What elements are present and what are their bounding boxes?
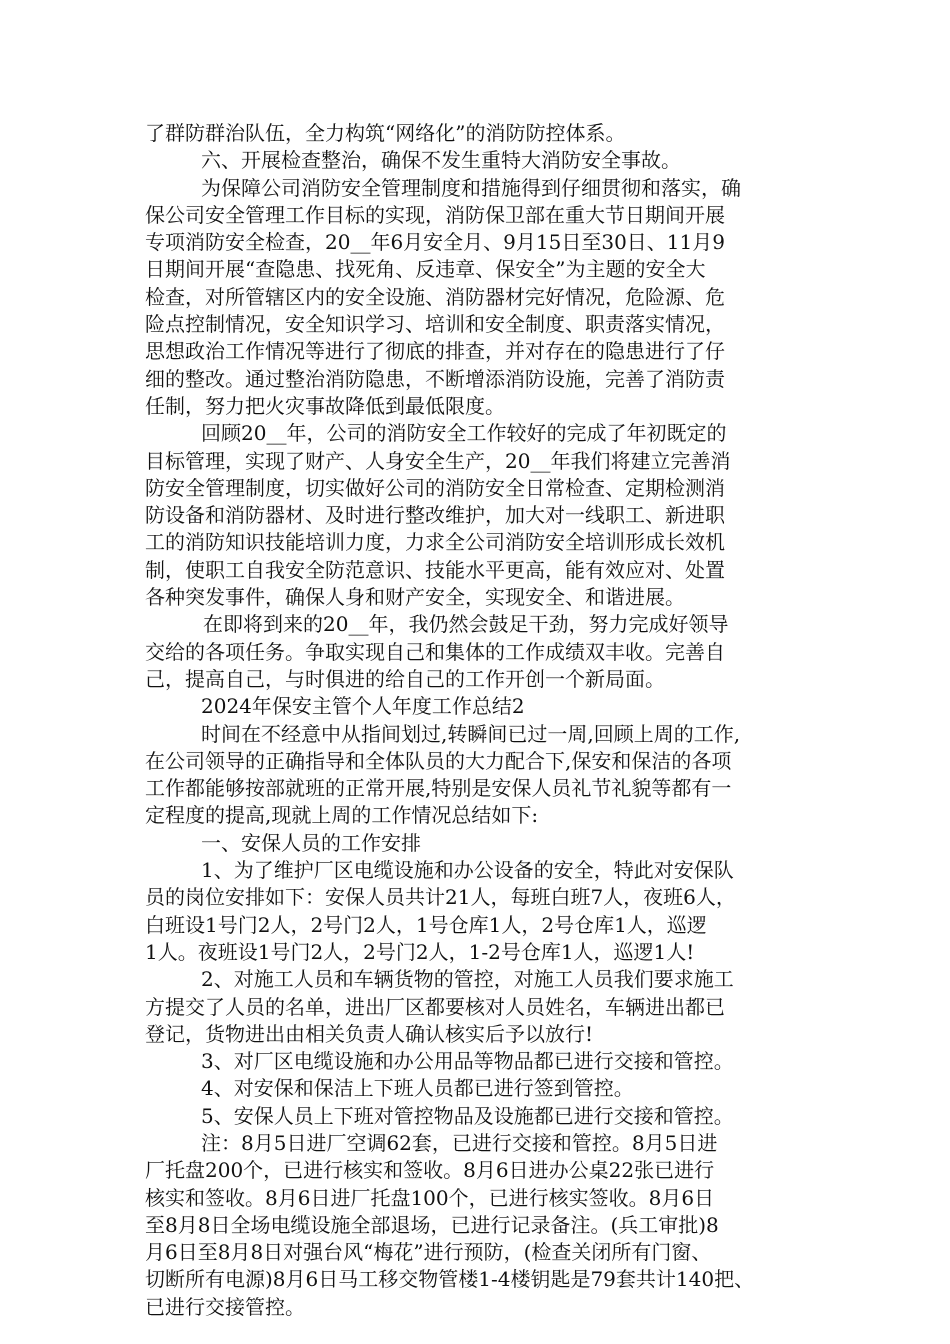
text-line: 定程度的提高,现就上周的工作情况总结如下: [145,803,539,828]
text-line: 白班设1号门2人，2号门2人，1号仓库1人，2号仓库1人，巡逻 [145,912,707,937]
text-line: 制，使职工自我安全防范意识、技能水平更高，能有效应对、处置 [145,557,725,582]
text-line: 核实和签收。8月6日进厂托盘100个，已进行核实签收。8月6日 [145,1185,715,1210]
text-line: 细的整改。通过整治消防隐患，不断增添消防设施，完善了消防责 [145,366,725,391]
text-line: 回顾20__年，公司的消防安全工作较好的完成了年初既定的 [201,421,727,446]
text-line: 目标管理，实现了财产、人身安全生产，20__年我们将建立完善消 [145,448,731,473]
document-page [145,120,815,1321]
text-line: 2、对施工人员和车辆货物的管控，对施工人员我们要求施工 [201,967,734,992]
text-line: 厂托盘200个，已进行核实和签收。8月6日进办公桌22张已进行 [145,1158,715,1183]
text-line: 方提交了人员的名单，进出厂区都要核对人员姓名，车辆进出都已 [145,994,725,1019]
text-line: 任制，努力把火灾事故降低到最低限度。 [145,393,505,418]
text-line: 工作都能够按部就班的正常开展,特别是安保人员礼节礼貌等都有一 [145,776,732,801]
section-heading: 六、开展检查整治，确保不发生重特大消防安全事故。 [201,148,681,173]
text-line: 登记，货物进出由相关负责人确认核实后予以放行! [145,1021,594,1046]
text-line: 了群防群治队伍，全力构筑“网络化”的消防防控体系。 [145,121,626,145]
text-line: 4、对安保和保洁上下班人员都已进行签到管控。 [201,1076,634,1101]
text-line: 工的消防知识技能培训力度，力求全公司消防安全培训形成长效机 [145,530,725,555]
text-line: 为保障公司消防安全管理制度和措施得到仔细贯彻和落实，确 [201,175,741,200]
text-line: 1人。夜班设1号门2人，2号门2人，1-2号仓库1人，巡逻1人! [145,939,695,964]
text-line: 5、安保人员上下班对管控物品及设施都已进行交接和管控。 [201,1103,734,1128]
text-line: 在即将到来的20__年，我仍然会鼓足干劲，努力完成好领导 [203,612,729,637]
text-line: 防设备和消防器材、及时进行整改维护，加大对一线职工、新进职 [145,503,725,528]
text-line: 专项消防安全检查，20__年6月安全月、9月15日至30日、11月9 [145,230,725,255]
document-title: 2024年保安主管个人年度工作总结2 [201,694,525,719]
text-line: 各种突发事件，确保人身和财产安全，实现安全、和谐进展。 [145,585,685,610]
text-line: 切断所有电源)8月6日马工移交物管楼1-4楼钥匙是79套共计140把、 [145,1267,755,1292]
section-heading: 一、安保人员的工作安排 [201,830,421,855]
text-line: 防安全管理制度，切实做好公司的消防安全日常检查、定期检测消 [145,475,725,500]
text-line: 3、对厂区电缆设施和办公用品等物品都已进行交接和管控。 [201,1049,734,1074]
text-line: 检查，对所管辖区内的安全设施、消防器材完好情况，危险源、危 [145,284,725,309]
text-line: 注：8月5日进厂空调62套，已进行交接和管控。8月5日进 [201,1130,718,1155]
text-line: 员的岗位安排如下：安保人员共计21人，每班白班7人，夜班6人， [145,885,736,910]
text-line: 至8月8日全场电缆设施全部退场，已进行记录备注。(兵工审批)8 [145,1212,719,1237]
text-line: 已进行交接管控。 [145,1294,305,1319]
text-line: 保公司安全管理工作目标的实现，消防保卫部在重大节日期间开展 [145,202,725,227]
text-line: 己，提高自己，与时俱进的给自己的工作开创一个新局面。 [145,666,665,691]
text-line: 在公司领导的正确指导和全体队员的大力配合下,保安和保洁的各项 [145,748,732,773]
text-line: 险点控制情况，安全知识学习、培训和安全制度、职责落实情况， [145,312,725,337]
text-line: 月6日至8月8日对强台风“梅花”进行预防，(检查关闭所有门窗、 [145,1240,712,1265]
text-line: 1、为了维护厂区电缆设施和办公设备的安全，特此对安保队 [201,858,734,883]
text-line: 日期间开展“查隐患、找死角、反违章、保安全”为主题的安全大 [145,257,706,282]
text-line: 时间在不经意中从指间划过,转瞬间已过一周,回顾上周的工作, [201,721,741,746]
text-line: 思想政治工作情况等进行了彻底的排查，并对存在的隐患进行了仔 [145,339,725,364]
text-line: 交给的各项任务。争取实现自己和集体的工作成绩双丰收。完善自 [145,639,725,664]
